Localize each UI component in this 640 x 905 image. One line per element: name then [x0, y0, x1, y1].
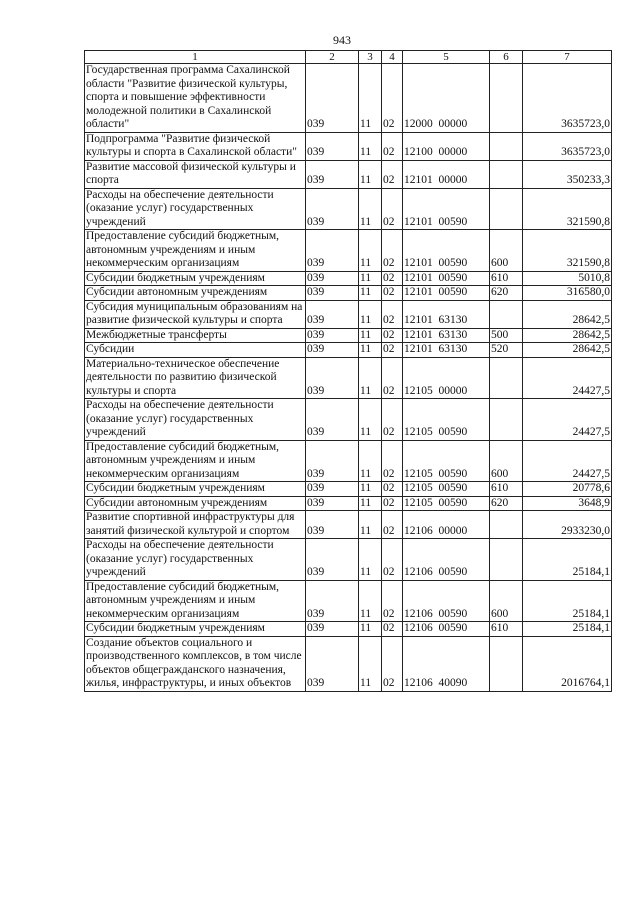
- table-row: [85, 64, 612, 133]
- row-name-cell: Государственная программа Сахалинской области "Развитие физической культуры, спорта и повышение эффективности молодежной политики в Сахалинской области": [85, 64, 306, 133]
- row-section-cell: 11: [359, 64, 382, 133]
- row-expense-type-cell: 600: [490, 230, 523, 272]
- row-name-cell: Субсидии: [85, 343, 306, 358]
- row-expense-type-cell: [490, 188, 523, 230]
- table-row: [85, 539, 612, 581]
- row-section-cell: 11: [359, 511, 382, 539]
- row-code-cell: 039: [306, 328, 359, 343]
- column-header-7: 7: [523, 51, 612, 64]
- table-row: [85, 580, 612, 622]
- row-expense-type-cell: [490, 399, 523, 441]
- row-target-code-cell: 12101 00590: [403, 230, 490, 272]
- table-row: [85, 160, 612, 188]
- row-name-cell: Развитие спортивной инфраструктуры для занятий физической культурой и спортом: [85, 511, 306, 539]
- row-code-cell: 039: [306, 300, 359, 328]
- row-name-cell: Субсидии автономным учреждениям: [85, 496, 306, 511]
- row-target-code-cell: 12105 00590: [403, 399, 490, 441]
- table-row: [85, 271, 612, 286]
- row-code-cell: 039: [306, 580, 359, 622]
- row-code-cell: 039: [306, 636, 359, 691]
- table-row: [85, 622, 612, 637]
- row-amount-cell: 24427,5: [523, 357, 612, 399]
- row-amount-cell: 25184,1: [523, 580, 612, 622]
- row-target-code-cell: 12101 00590: [403, 271, 490, 286]
- table-body: [85, 51, 612, 692]
- row-name-cell: Субсидии бюджетным учреждениям: [85, 271, 306, 286]
- row-subsection-cell: 02: [382, 440, 403, 482]
- row-section-cell: 11: [359, 622, 382, 637]
- table-row: [85, 399, 612, 441]
- row-code-cell: 039: [306, 399, 359, 441]
- row-subsection-cell: 02: [382, 539, 403, 581]
- row-code-cell: 039: [306, 230, 359, 272]
- row-amount-cell: 3648,9: [523, 496, 612, 511]
- row-expense-type-cell: [490, 64, 523, 133]
- table-row: [85, 286, 612, 301]
- row-target-code-cell: 12101 00590: [403, 286, 490, 301]
- table-row: [85, 357, 612, 399]
- row-expense-type-cell: 600: [490, 440, 523, 482]
- row-code-cell: 039: [306, 343, 359, 358]
- row-expense-type-cell: [490, 511, 523, 539]
- row-expense-type-cell: 600: [490, 580, 523, 622]
- row-target-code-cell: 12106 00590: [403, 622, 490, 637]
- row-name-cell: Материально-техническое обеспечение деятельности по развитию физической культуры и спорта: [85, 357, 306, 399]
- table-row: [85, 230, 612, 272]
- row-target-code-cell: 12105 00590: [403, 482, 490, 497]
- row-subsection-cell: 02: [382, 230, 403, 272]
- row-code-cell: 039: [306, 271, 359, 286]
- row-subsection-cell: 02: [382, 328, 403, 343]
- table-row: [85, 300, 612, 328]
- row-section-cell: 11: [359, 539, 382, 581]
- table-row: [85, 440, 612, 482]
- row-section-cell: 11: [359, 482, 382, 497]
- row-target-code-cell: 12101 00000: [403, 160, 490, 188]
- row-expense-type-cell: 610: [490, 271, 523, 286]
- row-section-cell: 11: [359, 188, 382, 230]
- row-code-cell: 039: [306, 64, 359, 133]
- row-code-cell: 039: [306, 132, 359, 160]
- row-expense-type-cell: 620: [490, 496, 523, 511]
- table-row: [85, 482, 612, 497]
- row-section-cell: 11: [359, 286, 382, 301]
- row-amount-cell: 321590,8: [523, 230, 612, 272]
- row-section-cell: 11: [359, 636, 382, 691]
- column-number-row: [85, 51, 612, 64]
- row-expense-type-cell: 500: [490, 328, 523, 343]
- row-section-cell: 11: [359, 300, 382, 328]
- table-row: [85, 496, 612, 511]
- row-section-cell: 11: [359, 399, 382, 441]
- row-subsection-cell: 02: [382, 399, 403, 441]
- row-name-cell: Создание объектов социального и производственного комплексов, в том числе объектов общегражданского назначения, жилья, инфраструктуры, и иных объектов: [85, 636, 306, 691]
- row-subsection-cell: 02: [382, 343, 403, 358]
- row-name-cell: Предоставление субсидий бюджетным, автономным учреждениям и иным некоммерческим организациям: [85, 580, 306, 622]
- row-code-cell: 039: [306, 440, 359, 482]
- row-target-code-cell: 12105 00000: [403, 357, 490, 399]
- row-section-cell: 11: [359, 496, 382, 511]
- row-code-cell: 039: [306, 357, 359, 399]
- row-subsection-cell: 02: [382, 188, 403, 230]
- row-subsection-cell: 02: [382, 580, 403, 622]
- row-amount-cell: 24427,5: [523, 399, 612, 441]
- row-expense-type-cell: 610: [490, 482, 523, 497]
- row-name-cell: Расходы на обеспечение деятельности (оказание услуг) государственных учреждений: [85, 539, 306, 581]
- column-header-1: 1: [85, 51, 306, 64]
- row-subsection-cell: 02: [382, 636, 403, 691]
- row-target-code-cell: 12101 63130: [403, 300, 490, 328]
- table-row: [85, 132, 612, 160]
- row-expense-type-cell: 520: [490, 343, 523, 358]
- row-section-cell: 11: [359, 271, 382, 286]
- row-amount-cell: 350233,3: [523, 160, 612, 188]
- table-row: [85, 188, 612, 230]
- row-code-cell: 039: [306, 511, 359, 539]
- row-section-cell: 11: [359, 230, 382, 272]
- row-subsection-cell: 02: [382, 496, 403, 511]
- row-amount-cell: 28642,5: [523, 300, 612, 328]
- row-expense-type-cell: [490, 636, 523, 691]
- row-subsection-cell: 02: [382, 64, 403, 133]
- table-row: [85, 343, 612, 358]
- row-amount-cell: 24427,5: [523, 440, 612, 482]
- row-name-cell: Субсидии бюджетным учреждениям: [85, 622, 306, 637]
- row-subsection-cell: 02: [382, 286, 403, 301]
- column-header-5: 5: [403, 51, 490, 64]
- row-section-cell: 11: [359, 357, 382, 399]
- row-amount-cell: 20778,6: [523, 482, 612, 497]
- row-section-cell: 11: [359, 580, 382, 622]
- row-expense-type-cell: 610: [490, 622, 523, 637]
- row-expense-type-cell: 620: [490, 286, 523, 301]
- row-target-code-cell: 12106 00000: [403, 511, 490, 539]
- row-amount-cell: 2933230,0: [523, 511, 612, 539]
- row-subsection-cell: 02: [382, 132, 403, 160]
- row-name-cell: Развитие массовой физической культуры и спорта: [85, 160, 306, 188]
- row-target-code-cell: 12106 00590: [403, 539, 490, 581]
- row-name-cell: Подпрограмма "Развитие физической культуры и спорта в Сахалинской области": [85, 132, 306, 160]
- row-target-code-cell: 12100 00000: [403, 132, 490, 160]
- row-name-cell: Предоставление субсидий бюджетным, автономным учреждениям и иным некоммерческим организациям: [85, 440, 306, 482]
- row-section-cell: 11: [359, 328, 382, 343]
- row-code-cell: 039: [306, 160, 359, 188]
- row-target-code-cell: 12101 63130: [403, 328, 490, 343]
- row-expense-type-cell: [490, 539, 523, 581]
- row-expense-type-cell: [490, 300, 523, 328]
- row-amount-cell: 25184,1: [523, 622, 612, 637]
- row-target-code-cell: 12101 00590: [403, 188, 490, 230]
- table-row: [85, 511, 612, 539]
- row-code-cell: 039: [306, 482, 359, 497]
- table-row: [85, 328, 612, 343]
- row-code-cell: 039: [306, 539, 359, 581]
- row-amount-cell: 28642,5: [523, 328, 612, 343]
- row-amount-cell: 3635723,0: [523, 132, 612, 160]
- row-expense-type-cell: [490, 132, 523, 160]
- column-header-6: 6: [490, 51, 523, 64]
- row-subsection-cell: 02: [382, 271, 403, 286]
- row-subsection-cell: 02: [382, 300, 403, 328]
- row-name-cell: Расходы на обеспечение деятельности (оказание услуг) государственных учреждений: [85, 399, 306, 441]
- row-code-cell: 039: [306, 496, 359, 511]
- row-name-cell: Предоставление субсидий бюджетным, автономным учреждениям и иным некоммерческим организациям: [85, 230, 306, 272]
- page-number: 943: [333, 33, 351, 47]
- row-name-cell: Расходы на обеспечение деятельности (оказание услуг) государственных учреждений: [85, 188, 306, 230]
- row-name-cell: Субсидия муниципальным образованиям на развитие физической культуры и спорта: [85, 300, 306, 328]
- row-code-cell: 039: [306, 188, 359, 230]
- row-section-cell: 11: [359, 440, 382, 482]
- row-subsection-cell: 02: [382, 357, 403, 399]
- column-header-3: 3: [359, 51, 382, 64]
- budget-table: [84, 50, 612, 692]
- row-expense-type-cell: [490, 160, 523, 188]
- row-target-code-cell: 12106 40090: [403, 636, 490, 691]
- row-section-cell: 11: [359, 132, 382, 160]
- column-header-2: 2: [306, 51, 359, 64]
- row-subsection-cell: 02: [382, 160, 403, 188]
- row-amount-cell: 25184,1: [523, 539, 612, 581]
- row-target-code-cell: 12105 00590: [403, 496, 490, 511]
- row-amount-cell: 2016764,1: [523, 636, 612, 691]
- row-amount-cell: 5010,8: [523, 271, 612, 286]
- row-amount-cell: 316580,0: [523, 286, 612, 301]
- row-amount-cell: 28642,5: [523, 343, 612, 358]
- row-name-cell: Субсидии бюджетным учреждениям: [85, 482, 306, 497]
- row-target-code-cell: 12000 00000: [403, 64, 490, 133]
- row-name-cell: Субсидии автономным учреждениям: [85, 286, 306, 301]
- row-section-cell: 11: [359, 343, 382, 358]
- row-expense-type-cell: [490, 357, 523, 399]
- row-subsection-cell: 02: [382, 511, 403, 539]
- row-code-cell: 039: [306, 622, 359, 637]
- row-amount-cell: 3635723,0: [523, 64, 612, 133]
- row-subsection-cell: 02: [382, 482, 403, 497]
- row-subsection-cell: 02: [382, 622, 403, 637]
- table-row: [85, 636, 612, 691]
- row-target-code-cell: 12101 63130: [403, 343, 490, 358]
- row-amount-cell: 321590,8: [523, 188, 612, 230]
- row-name-cell: Межбюджетные трансферты: [85, 328, 306, 343]
- row-target-code-cell: 12105 00590: [403, 440, 490, 482]
- column-header-4: 4: [382, 51, 403, 64]
- row-code-cell: 039: [306, 286, 359, 301]
- row-target-code-cell: 12106 00590: [403, 580, 490, 622]
- row-section-cell: 11: [359, 160, 382, 188]
